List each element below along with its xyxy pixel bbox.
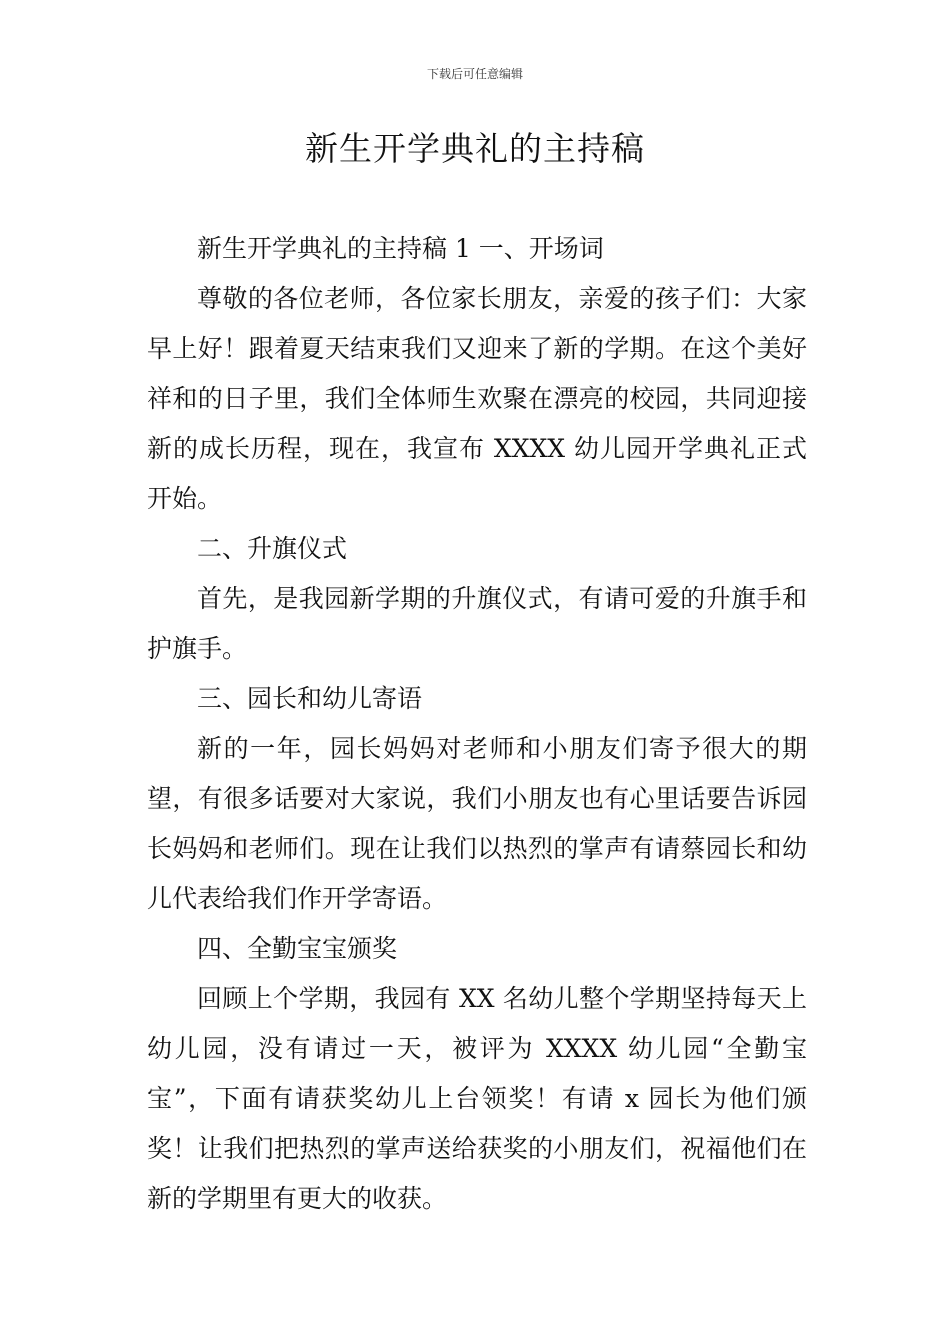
paragraph-opening-speech: 尊敬的各位老师，各位家长朋友，亲爱的孩子们：大家早上好！跟着夏天结束我们又迎来了新的学期。在这个美好祥和的日子里，我们全体师生欢聚在漂亮的校园，共同迎接新的成长历程，现在，我宣布 XXXX 幼儿园开学典礼正式开始。 <box>147 284 807 513</box>
section-heading-flag-raising: 二、升旗仪式 <box>197 534 348 563</box>
paragraph-flag-raising: 首先，是我园新学期的升旗仪式，有请可爱的升旗手和护旗手。 <box>147 584 807 663</box>
document-title: 新生开学典礼的主持稿 <box>305 129 645 168</box>
section-heading-opening: 新生开学典礼的主持稿 1 一、开场词 <box>197 234 604 263</box>
document-body <box>147 224 807 1224</box>
paragraph-principal-message: 新的一年，园长妈妈对老师和小朋友们寄予很大的期望，有很多话要对大家说，我们小朋友也有心里话要告诉园长妈妈和老师们。现在让我们以热烈的掌声有请蔡园长和幼儿代表给我们作开学寄语。 <box>147 734 807 913</box>
section-heading-attendance-award: 四、全勤宝宝颁奖 <box>197 934 398 963</box>
paragraph-attendance-award: 回顾上个学期，我园有 XX 名幼儿整个学期坚持每天上幼儿园，没有请过一天，被评为 XXXX 幼儿园“全勤宝宝”，下面有请获奖幼儿上台领奖！有请 x 园长为他们颁奖！让我们把热烈的掌声送给获奖的小朋友们，祝福他们在新的学期里有更大的收获。 <box>147 984 807 1213</box>
header-note: 下载后可任意编辑 <box>426 67 523 81</box>
section-heading-principal-message: 三、园长和幼儿寄语 <box>197 684 423 713</box>
